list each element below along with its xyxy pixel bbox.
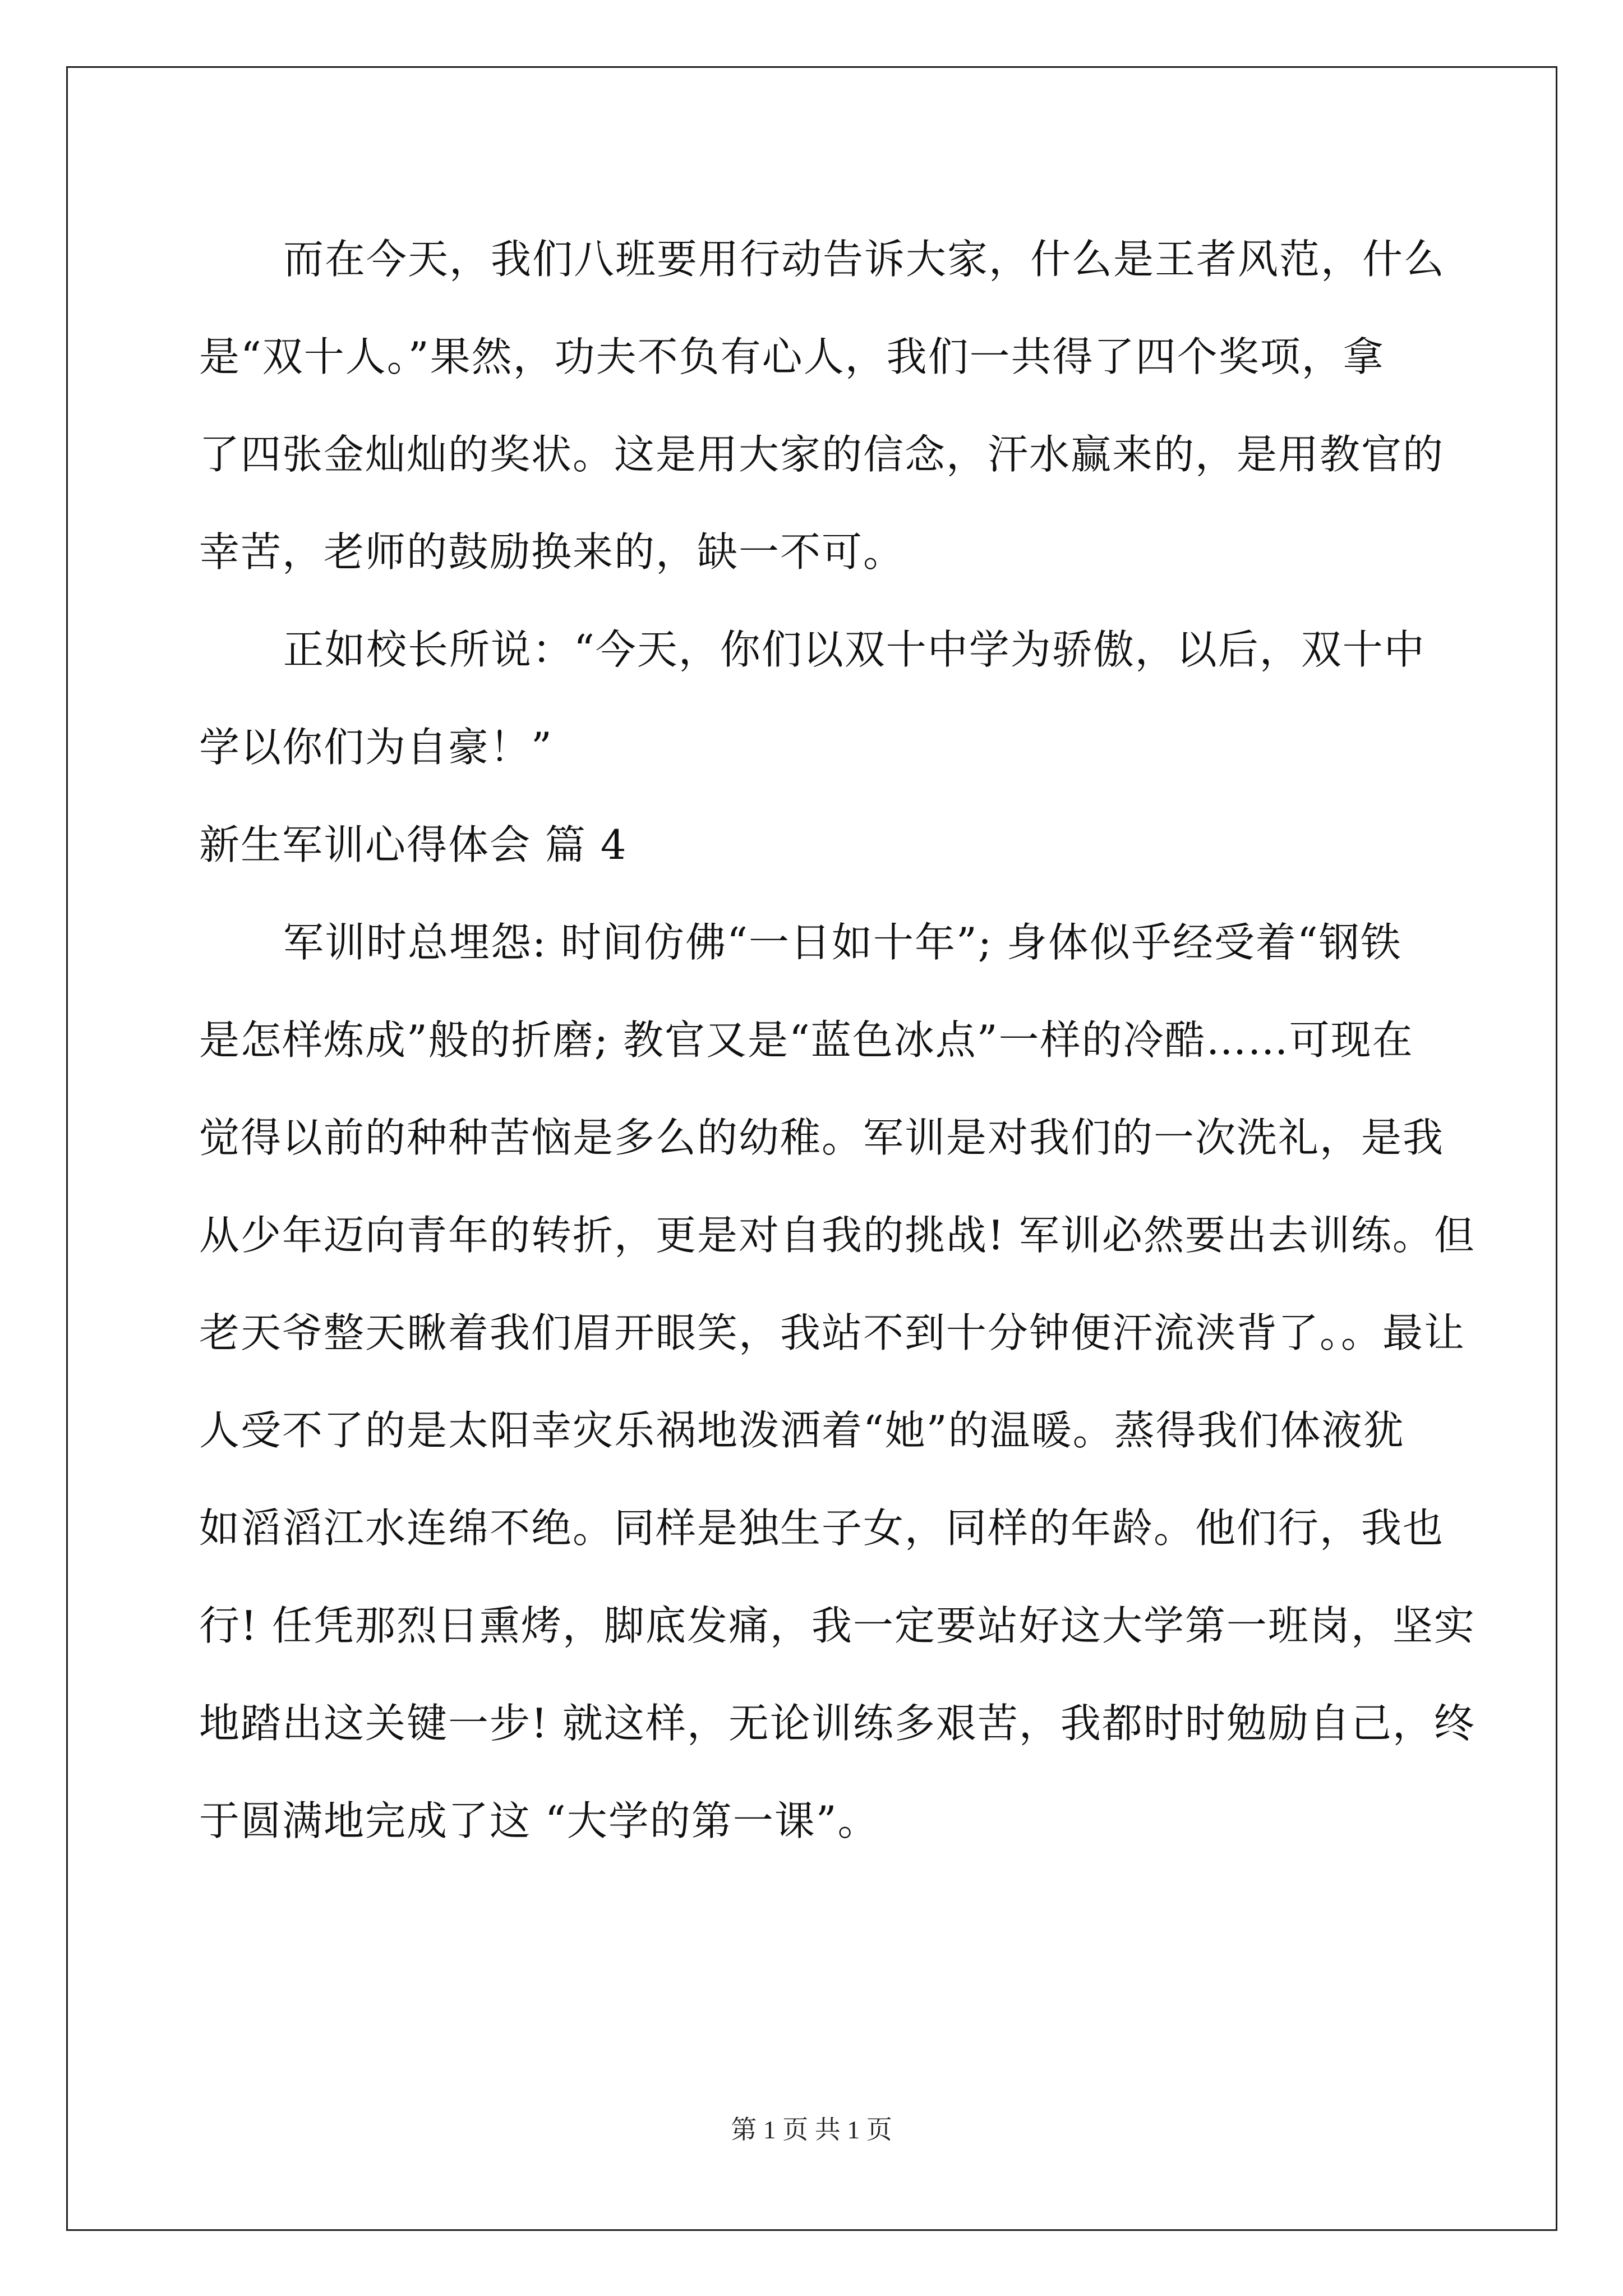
paragraph-line: 正如校长所说：“今天，你们以双十中学为骄傲，以后，双十中 bbox=[283, 626, 1426, 673]
paragraph-line: 军训时总埋怨: 时间仿佛“一日如十年”; 身体似乎经受着“钢铁 bbox=[283, 919, 1402, 966]
paragraph-line: 地踏出这关键一步! 就这样，无论训练多艰苦，我都时时勉励自己，终 bbox=[199, 1700, 1476, 1747]
paragraph-line: 行! 任凭那烈日熏烤，脚底发痛，我一定要站好这大学第一班岗，坚实 bbox=[199, 1602, 1476, 1649]
paragraph-line: 觉得以前的种种苦恼是多么的幼稚。军训是对我们的一次洗礼，是我 bbox=[199, 1114, 1445, 1161]
paragraph-1 bbox=[199, 210, 1446, 601]
paragraph-3 bbox=[199, 894, 1476, 1870]
paragraph-line: 老天爷整天瞅着我们眉开眼笑，我站不到十分钟便汗流浃背了。。最让 bbox=[199, 1309, 1466, 1356]
paragraph-line: 学以你们为自豪！” bbox=[199, 724, 553, 771]
section-heading: 新生军训心得体会 篇 4 bbox=[199, 821, 628, 868]
page-number-footer: 第 1 页 共 1 页 bbox=[731, 2115, 892, 2144]
paragraph-line: 于圆满地完成了这 “大学的第一课”。 bbox=[199, 1797, 879, 1844]
paragraph-line: 幸苦，老师的鼓励换来的，缺一不可。 bbox=[199, 528, 905, 576]
paragraph-line: 了四张金灿灿的奖状。这是用大家的信念，汗水赢来的，是用教官的 bbox=[199, 431, 1445, 478]
document-body bbox=[199, 210, 1476, 1870]
paragraph-2 bbox=[199, 601, 1424, 796]
paragraph-line: 人受不了的是太阳幸灾乐祸地泼洒着“她”的温暖。蒸得我们体液犹 bbox=[199, 1407, 1405, 1454]
paragraph-line: 从少年迈向青年的转折，更是对自我的挑战! 军训必然要出去训练。但 bbox=[199, 1212, 1476, 1259]
paragraph-line: 如滔滔江水连绵不绝。同样是独生子女，同样的年龄。他们行，我也 bbox=[199, 1504, 1445, 1552]
paragraph-line: 是“双十人。”果然，功夫不负有心人，我们一共得了四个奖项，拿 bbox=[199, 333, 1385, 380]
paragraph-line: 而在今天，我们八班要用行动告诉大家，什么是王者风范，什么 bbox=[283, 236, 1446, 283]
paragraph-line: 是怎样炼成”般的折磨; 教官又是“蓝色冰点”一样的冷酷……可现在 bbox=[199, 1016, 1414, 1064]
